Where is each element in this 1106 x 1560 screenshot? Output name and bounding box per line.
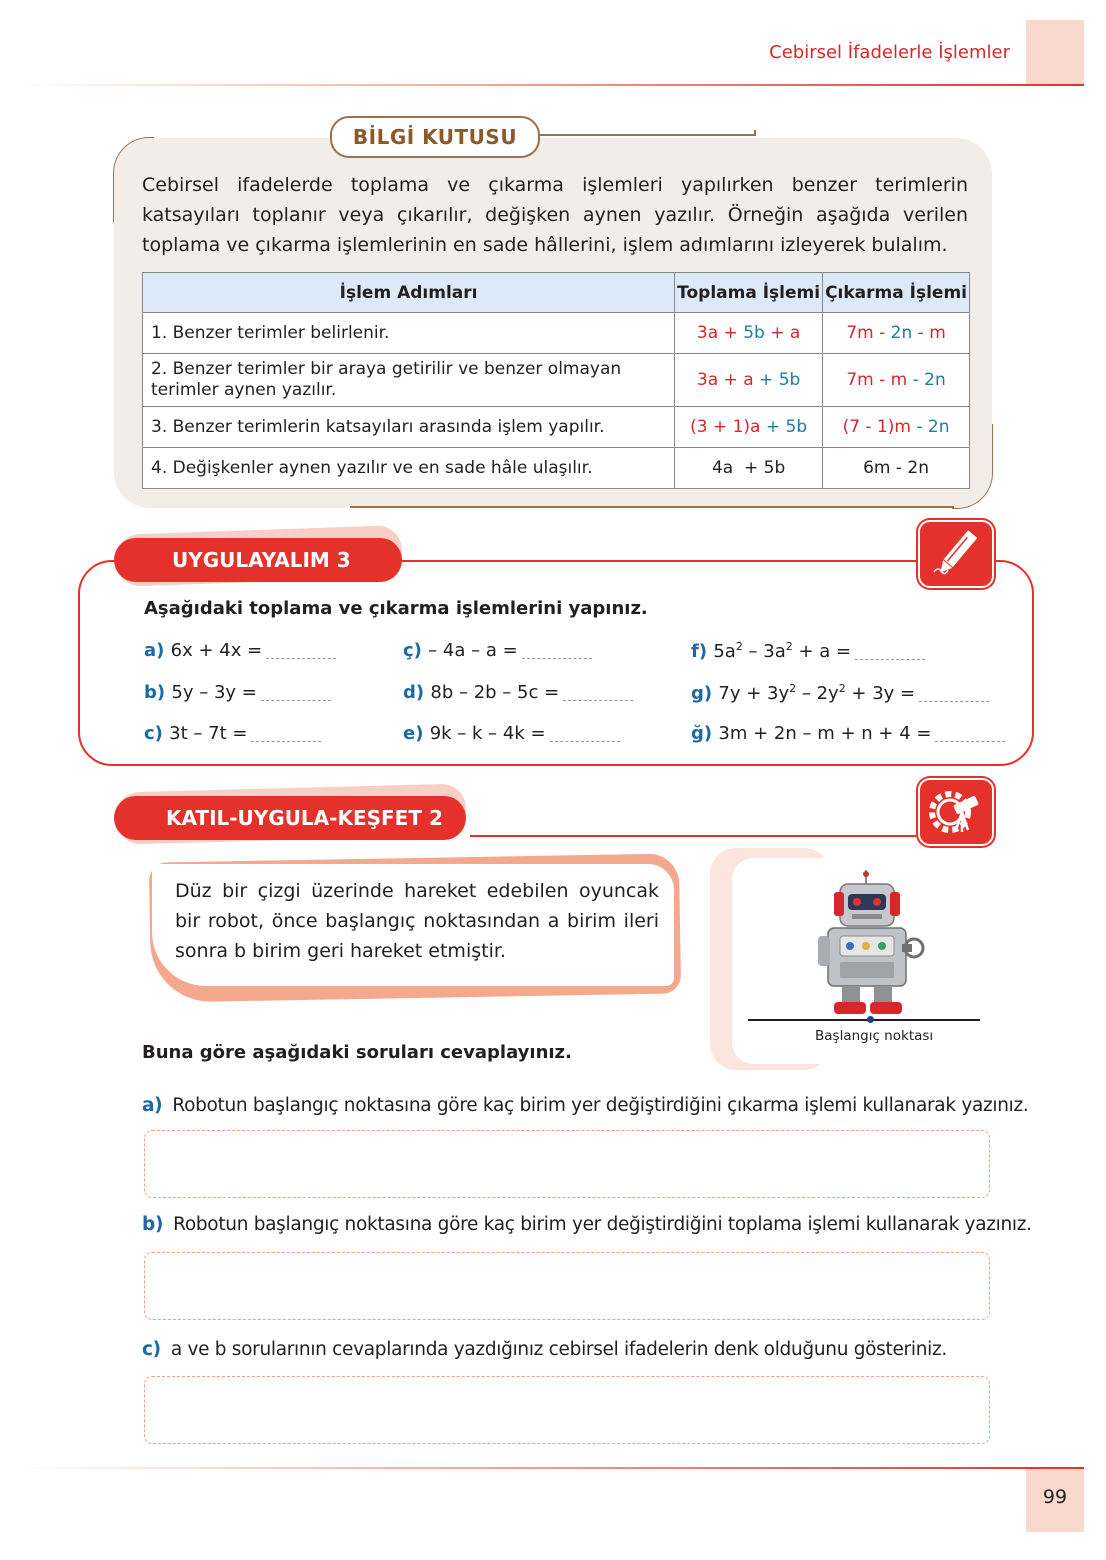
- practice-instruction: Aşağıdaki toplama ve çıkarma işlemlerini yapınız.: [144, 598, 648, 619]
- answer-blank[interactable]: [919, 700, 989, 702]
- exercise-label: g): [691, 683, 719, 704]
- header-steps: İşlem Adımları: [143, 273, 675, 313]
- exercise-label: ç): [403, 640, 429, 661]
- exercise-expression: 6x + 4x =: [170, 640, 263, 661]
- exercise-label: b): [144, 682, 172, 703]
- expression-term: 6m - 2n: [863, 458, 929, 478]
- expression-term: a: [743, 370, 754, 390]
- exercise-item: [691, 723, 1005, 744]
- exercise-expression: 8b – 2b – 5c =: [430, 682, 560, 703]
- exercise-item: [691, 682, 989, 704]
- expression-term: 2n: [927, 417, 950, 437]
- info-box-text: Cebirsel ifadelerde toplama ve çıkarma işlemleri yapılırken benzer terimlerin katsayıları toplanır veya çıkarılır, değişken aynen yazılır. Örneğin aşağıda verilen toplama ve çıkarma işlemlerinin en sade hâllerini, işlem adımlarını izleyerek bulalım.: [142, 174, 968, 256]
- step-description: 3. Benzer terimlerin katsayıları arasında işlem yapılır.: [143, 407, 675, 448]
- addition-step: [675, 313, 823, 354]
- expression-term: +: [718, 370, 744, 390]
- question-label: c): [142, 1339, 161, 1360]
- subtraction-step: [823, 354, 970, 407]
- question-b: [142, 1214, 1032, 1235]
- answer-box-a[interactable]: [144, 1130, 990, 1198]
- question-text: a ve b sorularının cevaplarında yazdığınız cebirsel ifadelerin denk olduğunu gösteriniz.: [170, 1339, 947, 1360]
- expression-term: 2n: [890, 323, 913, 343]
- story-text: Düz bir çizgi üzerinde hareket edebilen oyuncak bir robot, önce başlangıç noktasından a birim ileri sonra b birim geri hareket etmiştir.: [175, 880, 659, 962]
- step-description: 4. Değişkenler aynen yazılır ve en sade hâle ulaşılır.: [143, 448, 675, 489]
- activity-title: KATIL-UYGULA-KEŞFET 2: [114, 796, 466, 840]
- exercise-item: [144, 640, 336, 661]
- answer-blank[interactable]: [550, 740, 620, 742]
- answer-blank[interactable]: [266, 657, 336, 659]
- expression-term: -: [910, 417, 928, 437]
- exercise-label: e): [403, 723, 430, 744]
- addition-step: [675, 448, 823, 489]
- expression-term: +: [760, 417, 786, 437]
- expression-term: 5b: [785, 417, 808, 437]
- question-label: a): [142, 1095, 163, 1116]
- exercise-expression: $5a^2 - 3a^2 + a$ =: [713, 640, 852, 662]
- answer-blank[interactable]: [855, 658, 925, 660]
- exercise-item: [144, 682, 331, 703]
- steps-table: [142, 272, 970, 489]
- question-a: [142, 1095, 1029, 1116]
- addition-step: [675, 354, 823, 407]
- answer-box-b[interactable]: [144, 1252, 990, 1320]
- header-tab: [1026, 20, 1084, 84]
- toy-robot-image: [818, 870, 928, 1022]
- exercise-label: f): [691, 641, 714, 662]
- expression-term: 7m: [846, 370, 874, 390]
- info-box-title: BİLGİ KUTUSU: [330, 116, 540, 158]
- info-box-frame-bottom: [350, 506, 954, 508]
- expression-term: -: [912, 323, 930, 343]
- exercise-item: [691, 640, 925, 662]
- answer-blank[interactable]: [935, 740, 1005, 742]
- expression-term: +: [753, 370, 779, 390]
- answer-blank[interactable]: [563, 699, 633, 701]
- steps-table-row: [143, 354, 970, 407]
- expression-term: 5b: [778, 370, 801, 390]
- exercise-expression: 5y – 3y =: [171, 682, 257, 703]
- answer-blank[interactable]: [251, 740, 321, 742]
- subtraction-step: [823, 448, 970, 489]
- expression-term: (3 + 1)a: [690, 417, 761, 437]
- answer-blank[interactable]: [522, 657, 592, 659]
- exercise-label: d): [403, 682, 431, 703]
- header-addition: Toplama İşlemi: [675, 273, 823, 313]
- subtraction-step: [823, 407, 970, 448]
- expression-term: a: [789, 323, 801, 343]
- chapter-title: Cebirsel İfadelerle İşlemler: [769, 42, 1010, 63]
- exercise-expression: 9k – k – 4k =: [429, 723, 546, 744]
- telescope-gear-icon: [918, 778, 994, 846]
- steps-table-row: [143, 407, 970, 448]
- expression-term: 3a: [696, 370, 719, 390]
- expression-term: +: [718, 323, 744, 343]
- step-description: 1. Benzer terimler belirlenir.: [143, 313, 675, 354]
- question-text: Robotun başlangıç noktasına göre kaç birim yer değiştirdiğini çıkarma işlemi kullanarak yazınız.: [172, 1095, 1029, 1116]
- expression-term: -: [873, 370, 891, 390]
- practice-title: UYGULAYALIM 3: [114, 538, 402, 582]
- header-rule: [20, 84, 1084, 86]
- expression-term: -: [873, 323, 891, 343]
- expression-term: 2n: [924, 370, 946, 390]
- steps-table-row: [143, 448, 970, 489]
- exercise-expression: – 4a – a =: [428, 640, 518, 661]
- exercise-item: [403, 723, 620, 744]
- expression-term: 7m: [846, 323, 874, 343]
- answer-box-c[interactable]: [144, 1376, 990, 1444]
- footer-rule: [20, 1467, 1084, 1469]
- header-subtraction: Çıkarma İşlemi: [823, 273, 970, 313]
- exercise-expression: 3t – 7t =: [169, 723, 248, 744]
- question-text: Robotun başlangıç noktasına göre kaç birim yer değiştirdiğini toplama işlemi kullanarak yazınız.: [173, 1214, 1032, 1235]
- subtraction-step: [823, 313, 970, 354]
- start-point-label: Başlangıç noktası: [815, 1028, 934, 1044]
- expression-term: m: [929, 323, 946, 343]
- exercise-item: [403, 640, 592, 661]
- answer-blank[interactable]: [261, 699, 331, 701]
- expression-term: m: [890, 370, 908, 390]
- expression-term: 3a: [696, 323, 719, 343]
- info-box-frame-tick: [754, 130, 756, 136]
- steps-table-header: [143, 273, 970, 313]
- expression-term: (7 - 1)m: [842, 417, 911, 437]
- expression-term: 4a + 5b: [711, 458, 786, 478]
- addition-step: [675, 407, 823, 448]
- step-description: 2. Benzer terimler bir araya getirilir ve benzer olmayan terimler aynen yazılır.: [143, 354, 675, 407]
- exercise-item: [144, 723, 321, 744]
- start-line: [748, 1019, 980, 1021]
- exercise-label: c): [144, 723, 170, 744]
- pencil-icon: [918, 520, 994, 588]
- start-point-marker: [867, 1016, 874, 1023]
- expression-term: 5b: [743, 323, 765, 343]
- question-c: [142, 1339, 947, 1360]
- expression-term: +: [764, 323, 790, 343]
- expression-term: -: [907, 370, 925, 390]
- exercise-item: [403, 682, 633, 703]
- info-box-frame-top: [535, 134, 755, 136]
- exercise-expression: 3m + 2n – m + n + 4 =: [718, 723, 932, 744]
- steps-table-row: [143, 313, 970, 354]
- exercise-expression: $7y + 3y^2 - 2y^2 + 3y$ =: [718, 682, 916, 704]
- questions-heading: Buna göre aşağıdaki soruları cevaplayınız.: [142, 1042, 572, 1063]
- exercise-label: ğ): [691, 723, 719, 744]
- question-label: b): [142, 1214, 164, 1235]
- page-number: 99: [1042, 1486, 1068, 1508]
- activity-rule: [470, 835, 990, 837]
- exercise-label: a): [144, 640, 171, 661]
